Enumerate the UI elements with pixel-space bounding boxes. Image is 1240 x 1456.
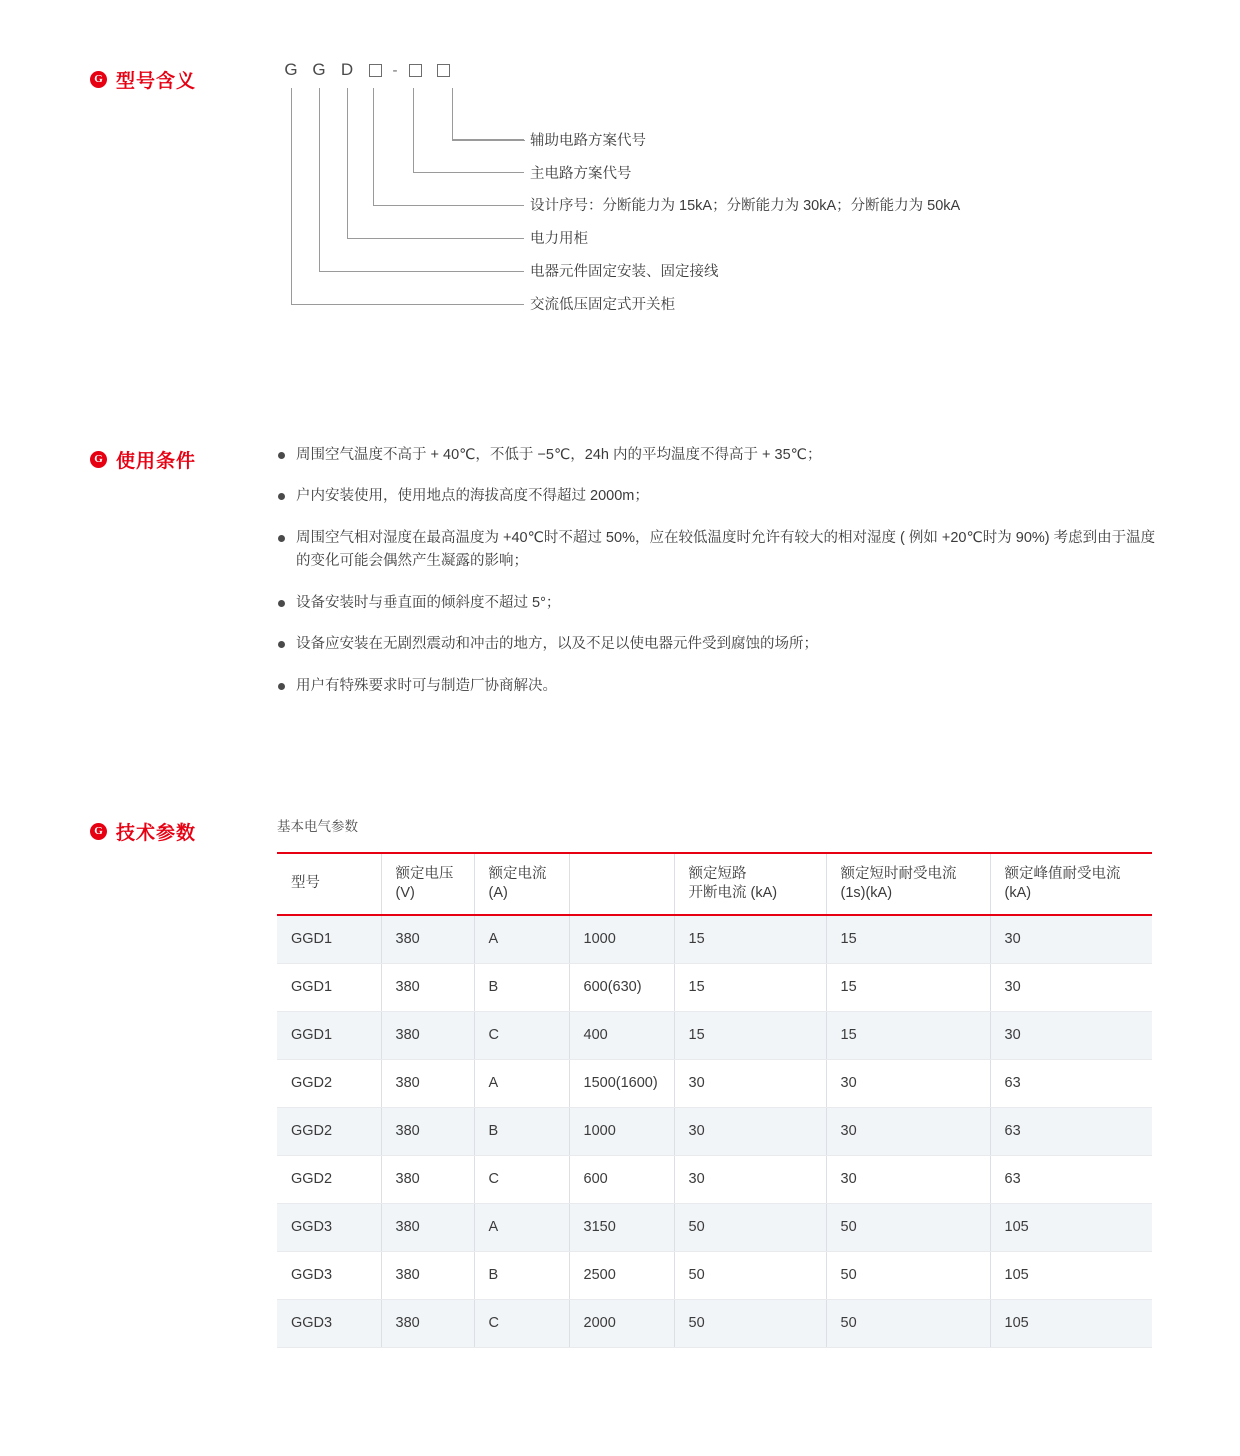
cell-breaking: 30 [674,1107,826,1155]
cell-model: GGD2 [277,1155,381,1203]
list-item: 周围空气相对湿度在最高温度为 +40℃时不超过 50%，应在较低温度时允许有较大的相对湿度 ( 例如 +20℃时为 90%) 考虑到由于温度的变化可能会偶然产生凝露的影响； [277,527,1157,574]
section-heading-tech [90,818,196,845]
column-header-current-line2: (A) [488,885,508,901]
cell-peak: 105 [990,1251,1152,1299]
cell-class: A [474,915,569,963]
cell-class: C [474,1011,569,1059]
list-item: 设备安装时与垂直面的倾斜度不超过 5°； [277,592,1157,615]
technical-parameters-table [277,852,1152,1348]
leader-label-2: 主电路方案代号 [530,166,632,182]
column-header-peak-line1: 额定峰值耐受电流 [1004,865,1121,882]
cell-breaking: 50 [674,1299,826,1347]
section-title-usage: 使用条件 [116,451,197,472]
cell-class: C [474,1155,569,1203]
cell-peak: 105 [990,1203,1152,1251]
cell-current: 1000 [569,915,674,963]
leader-label-5: 电器元件固定安装、固定接线 [530,264,719,280]
model-code-row [277,60,457,80]
cell-shorttime: 15 [826,1011,990,1059]
cell-breaking: 15 [674,1011,826,1059]
column-header-breaking-current [674,853,826,915]
cell-peak: 63 [990,1107,1152,1155]
cell-current: 3150 [569,1203,674,1251]
cell-model: GGD2 [277,1107,381,1155]
cell-voltage: 380 [381,1107,474,1155]
code-placeholder-box-3 [429,64,457,77]
list-item: 设备应安装在无剧烈震动和冲击的地方，以及不足以使电器元件受到腐蚀的场所； [277,633,1157,656]
cell-shorttime: 15 [826,915,990,963]
leader-line-6 [291,88,524,305]
cell-peak: 30 [990,1011,1152,1059]
leader-label-3: 设计序号：分断能力为 15kA；分断能力为 30kA；分断能力为 50kA [530,198,961,214]
cell-breaking: 50 [674,1203,826,1251]
cell-current: 600 [569,1155,674,1203]
column-header-peak-line2: (kA) [1004,885,1032,901]
table-row [277,1299,1152,1347]
cell-breaking: 30 [674,1155,826,1203]
table-header-row [277,853,1152,915]
list-item: 周围空气温度不高于 + 40℃，不低于 −5℃，24h 内的平均温度不得高于 + 35℃； [277,444,1157,467]
cell-voltage: 380 [381,963,474,1011]
table-row [277,1059,1152,1107]
column-header-voltage [381,853,474,915]
cell-model: GGD1 [277,915,381,963]
table-row [277,1011,1152,1059]
code-char-3: D [340,60,354,79]
code-placeholder-box-2 [401,64,429,77]
column-header-current-value [569,853,674,915]
cell-breaking: 30 [674,1059,826,1107]
cell-shorttime: 15 [826,963,990,1011]
leader-label-6: 交流低压固定式开关柜 [530,297,675,313]
section-title-model: 型号含义 [116,71,197,92]
cell-shorttime: 50 [826,1251,990,1299]
usage-conditions-list [277,444,1157,716]
column-header-model [277,853,381,915]
cell-voltage: 380 [381,1299,474,1347]
cell-voltage: 380 [381,1011,474,1059]
model-designation-diagram [277,60,1157,313]
cell-shorttime: 50 [826,1203,990,1251]
column-header-voltage-line2: (V) [395,885,415,901]
code-placeholder-box-1 [361,64,389,77]
cell-voltage: 380 [381,1155,474,1203]
cell-model: GGD1 [277,963,381,1011]
cell-model: GGD3 [277,1203,381,1251]
column-header-breaking-line1: 额定短路 [688,865,747,882]
cell-breaking: 15 [674,915,826,963]
section-badge-icon: G [90,823,107,840]
list-item: 用户有特殊要求时可与制造厂协商解决。 [277,675,1157,698]
table-row [277,1155,1152,1203]
leader-label-4: 电力用柜 [530,231,588,247]
code-char-1: G [284,60,298,79]
cell-peak: 30 [990,915,1152,963]
cell-shorttime: 30 [826,1059,990,1107]
cell-voltage: 380 [381,915,474,963]
cell-current: 2000 [569,1299,674,1347]
cell-current: 1500(1600) [569,1059,674,1107]
cell-current: 2500 [569,1251,674,1299]
section-badge-icon: G [90,71,107,88]
code-dash: - [392,61,398,79]
code-char-2: G [312,60,326,79]
cell-voltage: 380 [381,1203,474,1251]
column-header-shorttime-current [826,853,990,915]
cell-peak: 63 [990,1155,1152,1203]
section-heading-model [90,66,196,93]
leader-label-1: 辅助电路方案代号 [530,133,646,149]
cell-shorttime: 50 [826,1299,990,1347]
column-header-shorttime-line2: (1s)(kA) [840,885,893,901]
cell-class: B [474,1107,569,1155]
cell-class: B [474,963,569,1011]
cell-voltage: 380 [381,1059,474,1107]
cell-model: GGD2 [277,1059,381,1107]
table-subtitle: 基本电气参数 [277,819,358,834]
cell-peak: 105 [990,1299,1152,1347]
cell-current: 600(630) [569,963,674,1011]
cell-breaking: 50 [674,1251,826,1299]
column-header-model-line1: 型号 [291,875,320,892]
column-header-shorttime-line1: 额定短时耐受电流 [840,865,957,882]
cell-peak: 30 [990,963,1152,1011]
cell-model: GGD3 [277,1299,381,1347]
cell-current: 1000 [569,1107,674,1155]
section-heading-usage [90,446,196,473]
column-header-current-line1: 额定电流 [488,865,547,882]
cell-current: 400 [569,1011,674,1059]
cell-model: GGD3 [277,1251,381,1299]
section-badge-icon: G [90,451,107,468]
column-header-peak-current [990,853,1152,915]
cell-model: GGD1 [277,1011,381,1059]
column-header-current [474,853,569,915]
cell-class: A [474,1059,569,1107]
table-row [277,963,1152,1011]
cell-class: A [474,1203,569,1251]
cell-shorttime: 30 [826,1107,990,1155]
cell-voltage: 380 [381,1251,474,1299]
column-header-breaking-line2: 开断电流 (kA) [688,885,778,901]
table-row [277,1203,1152,1251]
table-row [277,915,1152,963]
table-row [277,1107,1152,1155]
cell-shorttime: 30 [826,1155,990,1203]
cell-peak: 63 [990,1059,1152,1107]
cell-breaking: 15 [674,963,826,1011]
cell-class: B [474,1251,569,1299]
column-header-voltage-line1: 额定电压 [395,865,454,882]
list-item: 户内安装使用，使用地点的海拔高度不得超过 2000m； [277,485,1157,508]
section-title-tech: 技术参数 [116,823,197,844]
table-row [277,1251,1152,1299]
cell-class: C [474,1299,569,1347]
